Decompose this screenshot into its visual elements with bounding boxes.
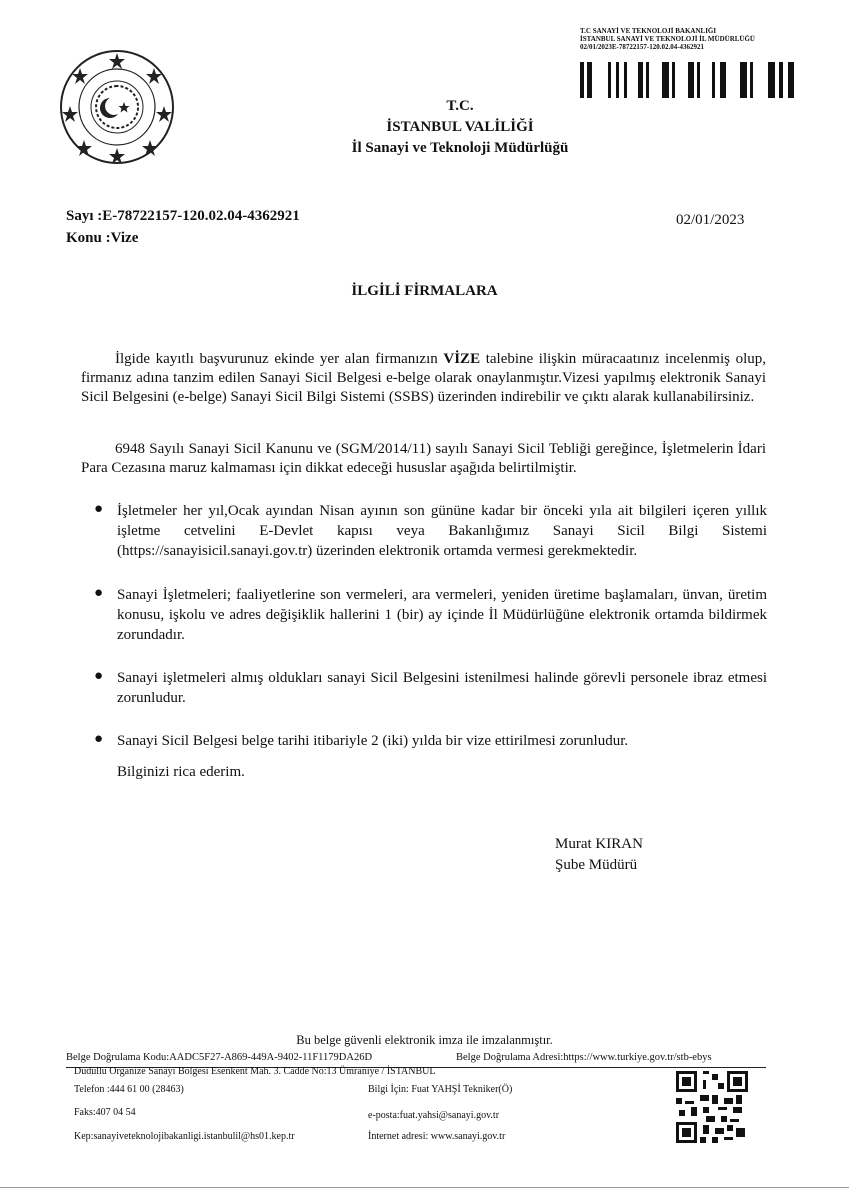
e-signature-note: Bu belge güvenli elektronik imza ile imzalanmıştır. [296,1033,553,1047]
bullet-item-1: İşletmeler her yıl,Ocak ayından Nisan ayının son gününe kadar bir önceki yıla ait bilgileri içeren yıllık işletme cetvelini E-Devlet kapısı veya Bakanlığımız Sanayi Sicil Bilgi Sistemi (https://sanayisicil.sanayi.gov.tr) üzerinden elektronik ortamda vermesi gerekmektedir. [117,503,767,559]
body-paragraph-2: 6948 Sayılı Sanayi Sicil Kanunu ve (SGM/2014/11) sayılı Sanayi Sicil Tebliği gereğince, İşletmelerin İdari Para Cezasına maruz kalmaması için dikkat edeceği hususlar aşağıda belirtilmiştir. [81,441,766,476]
footer-email[interactable]: e-posta:fuat.yahsi@sanayi.gov.tr [368,1110,500,1121]
qr-code-icon [676,1071,748,1143]
bullet-dot-1: ● [94,501,104,517]
body-paragraph-1 [81,350,766,407]
bullet-item-4: Sanayi Sicil Belgesi belge tarihi itibariyle 2 (iki) yılda bir vize ettirilmesi zorunludur. [117,733,629,749]
barcode-caption-line-2: İSTANBUL SANAYİ VE TEKNOLOJİ İL MÜDÜRLÜĞÜ [580,35,755,43]
bullet-dot-2: ● [94,585,104,601]
bullet-dot-3: ● [94,668,104,684]
paragraph-1-text-start: İlgide kayıtlı başvurunuz ekinde yer alan firmanızın [115,351,444,367]
bullet-item-2: Sanayi İşletmeleri; faaliyetlerine son vermeleri, ara vermeleri, yeniden üretime başlamaları, ünvan, üretim konusu, işkolu ve adres değişiklik hallerini 1 (bir) ay içinde İl Müdürlüğüne elektronik ortamda bildirmek zorundadır. [117,587,767,643]
footer-address: Dudullu Organize Sanayi Bölgesi Esenkent Mah. 3. Cadde No:13 Ümraniye / İSTANBUL [74,1066,436,1077]
barcode-image [580,62,800,98]
verification-address[interactable]: Belge Doğrulama Adresi:https://www.turkiye.gov.tr/stb-ebys [456,1052,712,1063]
bullet-item-3: Sanayi işletmeleri almış oldukları sanayi Sicil Belgesini istenilmesi halinde görevli personele ibraz etmesi zorunludur. [117,670,767,706]
document-number: Sayı :E-78722157-120.02.04-4362921 [66,208,300,224]
header-tc: T.C. [446,98,474,114]
document-header [270,96,650,159]
page-bottom-divider [0,1187,849,1188]
footer-kep-address[interactable]: Kep:sanayiveteknolojibakanligi.istanbulil@hs01.kep.tr [74,1131,295,1142]
footer-phone: Telefon :444 61 00 (28463) [74,1084,184,1095]
document-date: 02/01/2023 [676,212,745,228]
recipient-heading: İLGİLİ FİRMALARA [351,283,498,299]
header-mudurluk: İl Sanayi ve Teknoloji Müdürlüğü [351,140,569,156]
vize-emphasis: VİZE [443,351,481,367]
closing-line: Bilginizi rica ederim. [117,764,245,780]
verification-code: Belge Doğrulama Kodu:AADC5F27-A869-449A-9402-11F1179DA26D [66,1052,373,1063]
footer-contact-person: Bilgi İçin: Fuat YAHŞİ Tekniker(Ö) [368,1084,513,1095]
barcode-caption-line-1: T.C SANAYİ VE TEKNOLOJİ BAKANLIĞI [580,27,717,35]
footer-website[interactable]: İnternet adresi: www.sanayi.gov.tr [368,1131,506,1142]
header-valilik: İSTANBUL VALİLİĞİ [386,119,534,135]
paragraph-1-text-end: talebine ilişkin müracaatınız incelenmiş olup, firmanız adına tanzim edilen Sanayi Sicil Belgesi e-belge olarak onaylanmıştır.Vizesi yapılmış elektronik Sanayi Sicil Belgesini (e-belge) Sanayi Sicil Bilgi Sistemi (SSBS) üzerinden indirebilir ve çıktı alarak kullanabilirsiniz. [81,351,766,405]
ministry-seal-logo [58,48,176,166]
barcode-caption [580,27,800,51]
footer-fax: Faks:407 04 54 [74,1107,136,1118]
document-subject: Konu :Vize [66,230,139,246]
signatory-title: Şube Müdürü [555,857,638,873]
signatory-name: Murat KIRAN [555,836,643,852]
bullet-dot-4: ● [94,731,104,747]
barcode-caption-line-3: 02/01/2023E-78722157-120.02.04-4362921 [580,43,705,51]
